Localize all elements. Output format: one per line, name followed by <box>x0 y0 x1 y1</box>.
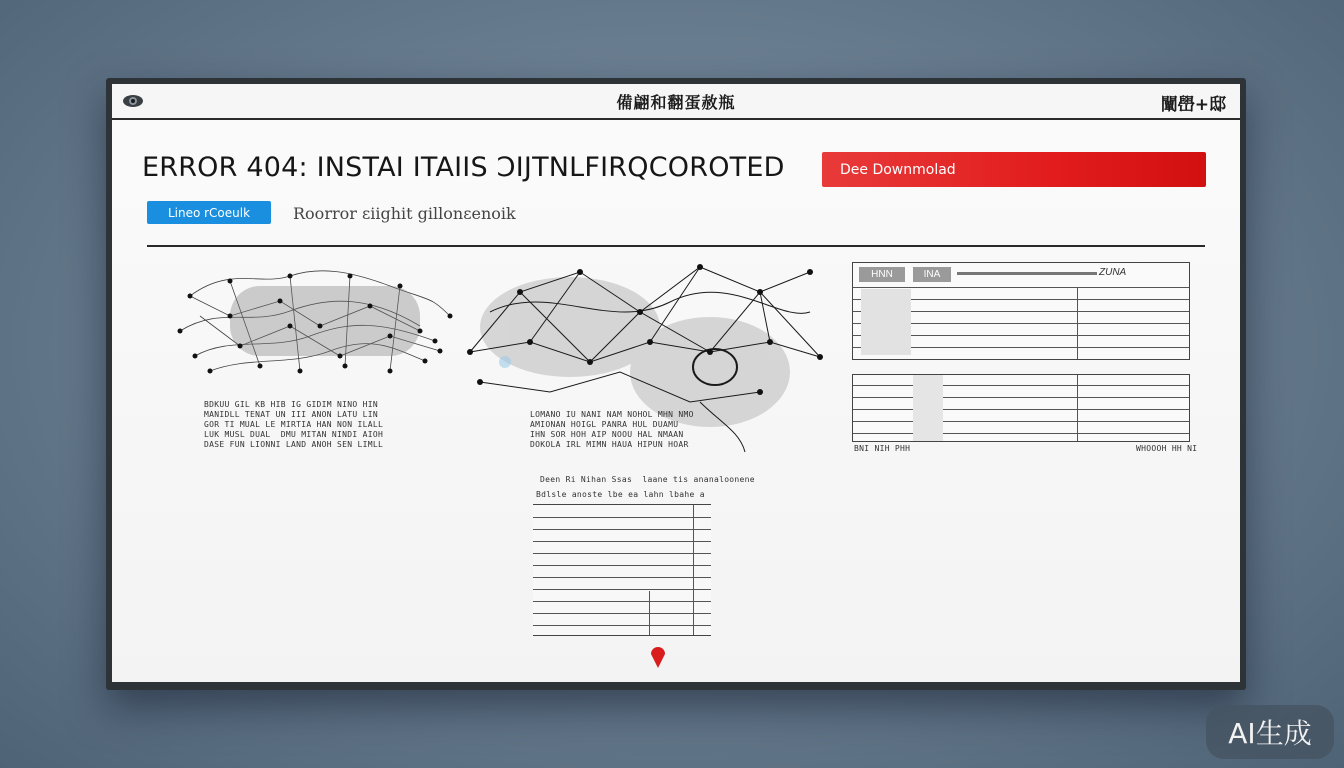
data-table-bottom <box>533 504 711 636</box>
network-figure-left <box>170 256 460 396</box>
table-header-tag: ZUNA <box>1099 267 1127 278</box>
table-row <box>533 541 711 542</box>
table-row <box>853 421 1189 422</box>
table-column-line <box>649 591 650 635</box>
table-row <box>533 589 711 590</box>
window-controls-label[interactable]: 闡嶨+邸 <box>1160 95 1226 115</box>
caption-left: BDKUU GIL KB HIB IG GIDIM NINO HIN MANIDLL TENAT UN III ANON LATU LIN GOR TI MUAL LE MIRTIA HAN NON ILALL LUK MUSL DUAL DMU MITAN NINDI AIOH DASE FUN LIONNI LAND ANOH SEN LIMLL <box>204 400 384 449</box>
bottom-table-title: Deen Ri Nihan Ssas laane tis ananaloonene <box>540 475 755 484</box>
table-footnote-left: BNI NIH PHH <box>854 444 911 453</box>
table-row <box>533 613 711 614</box>
section-divider <box>147 245 1205 247</box>
table-row <box>533 553 711 554</box>
table-row <box>533 625 711 626</box>
table-header-bar <box>957 272 1097 275</box>
table-cell-shade <box>913 375 943 441</box>
download-button[interactable]: Dee Downmolad <box>822 152 1206 187</box>
title-bar <box>112 84 1240 120</box>
bottom-table-subtitle: Bdlsle anoste lbe ea lahn lbahe a <box>536 490 705 499</box>
data-table-middle <box>852 374 1190 442</box>
page-title: ERROR 404: INSTAI ITAIIS ƆIJTNLFIRQCOROTED <box>142 152 785 183</box>
browser-window <box>112 84 1240 682</box>
table-header-cell: HNN <box>859 267 905 282</box>
monitor-frame <box>106 78 1246 690</box>
table-row <box>853 385 1189 386</box>
table-row <box>533 577 711 578</box>
table-row <box>853 433 1189 434</box>
data-table-top <box>852 262 1190 360</box>
table-cell-shade <box>861 289 911 355</box>
link-badge[interactable]: Lineo rCoeulk <box>147 201 271 224</box>
location-pin-icon[interactable] <box>648 646 668 670</box>
table-row <box>533 601 711 602</box>
table-row <box>533 517 711 518</box>
table-row <box>533 529 711 530</box>
window-title: 備翩和翻蛋赦瓶 <box>616 92 736 112</box>
table-row <box>533 565 711 566</box>
table-footnote-right: WHOOOH HH NI <box>1136 444 1198 453</box>
table-header-cell: INA <box>913 267 951 282</box>
table-row <box>853 397 1189 398</box>
table-row <box>853 287 1189 288</box>
subtitle-text: Roorror ɛiighit gillonɛenoik <box>293 204 516 223</box>
table-row <box>853 409 1189 410</box>
table-column-line <box>1077 287 1078 359</box>
caption-center: LOMANO IU NANI NAM NOHOL MHN NMO AMIONAN HOIGL PANRA HUL DUAMU IHN SOR HOH AIP NOOU HAL NMAAN DOKOLA IRL MIMN HAUA HIPUN HOAR <box>530 410 694 449</box>
table-column-line <box>1077 375 1078 441</box>
ai-generated-watermark: AI生成 <box>1206 705 1334 759</box>
eye-icon[interactable] <box>122 92 144 110</box>
table-column-line <box>693 505 694 635</box>
